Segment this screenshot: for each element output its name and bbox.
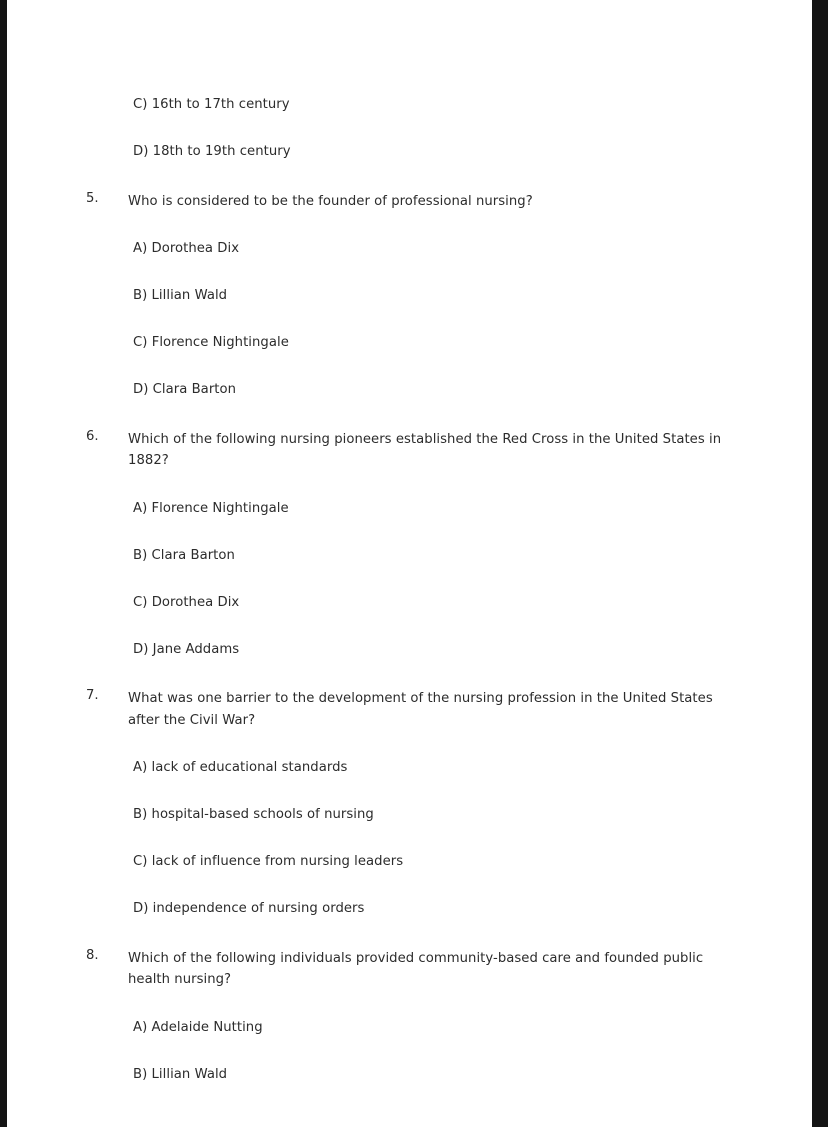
option-row: B) Clara Barton (133, 547, 235, 563)
spacer (7, 659, 812, 687)
spacer (7, 518, 812, 547)
spacer (7, 730, 812, 759)
option-row: D) Jane Addams (133, 641, 240, 657)
option-row: C) 16th to 17th century (133, 97, 290, 112)
question-number: 5. (86, 190, 99, 206)
spacer (7, 872, 812, 901)
option-row: D) Clara Barton (133, 382, 237, 397)
question-block (7, 190, 812, 212)
question-text: What was one barrier to the development of the nursing profession in the United States after the Civil War? (128, 691, 713, 728)
option-row: C) Florence Nightingale (133, 335, 289, 350)
page-content (7, 0, 812, 1084)
spacer (7, 565, 812, 594)
spacer (7, 115, 812, 144)
option-row: A) Adelaide Nutting (133, 1019, 263, 1035)
spacer (7, 612, 812, 641)
question-text: Who is considered to be the founder of professional nursing? (128, 193, 533, 209)
option-row: C) lack of influence from nursing leaders (133, 854, 404, 869)
option-row: D) 18th to 19th century (133, 144, 291, 159)
spacer (7, 778, 812, 807)
document-page (7, 0, 812, 1127)
spacer (7, 306, 812, 335)
spacer (7, 353, 812, 382)
option-row: A) Florence Nightingale (133, 500, 289, 516)
option-row: C) Dorothea Dix (133, 594, 240, 610)
option-row: B) Lillian Wald (133, 288, 228, 303)
spacer (7, 825, 812, 854)
question-number: 7. (86, 688, 99, 703)
question-block (7, 947, 812, 990)
spacer (7, 211, 812, 240)
spacer (7, 919, 812, 947)
spacer (7, 400, 812, 428)
spacer (7, 162, 812, 190)
spacer (7, 259, 812, 288)
spacer (7, 990, 812, 1019)
option-row: A) lack of educational standards (133, 760, 348, 775)
question-text: Which of the following nursing pioneers established the Red Cross in the United States in 1882? (128, 431, 722, 468)
question-number: 8. (86, 947, 99, 963)
question-number: 6. (86, 428, 99, 444)
option-row: A) Dorothea Dix (133, 241, 240, 256)
option-row: B) Lillian Wald (133, 1066, 228, 1082)
spacer (7, 1037, 812, 1066)
question-block (7, 428, 812, 471)
option-row: B) hospital-based schools of nursing (133, 807, 374, 822)
option-row: D) independence of nursing orders (133, 901, 365, 916)
question-text: Which of the following individuals provided community-based care and founded public health nursing? (128, 950, 704, 987)
question-block (7, 687, 812, 730)
spacer (7, 471, 812, 500)
